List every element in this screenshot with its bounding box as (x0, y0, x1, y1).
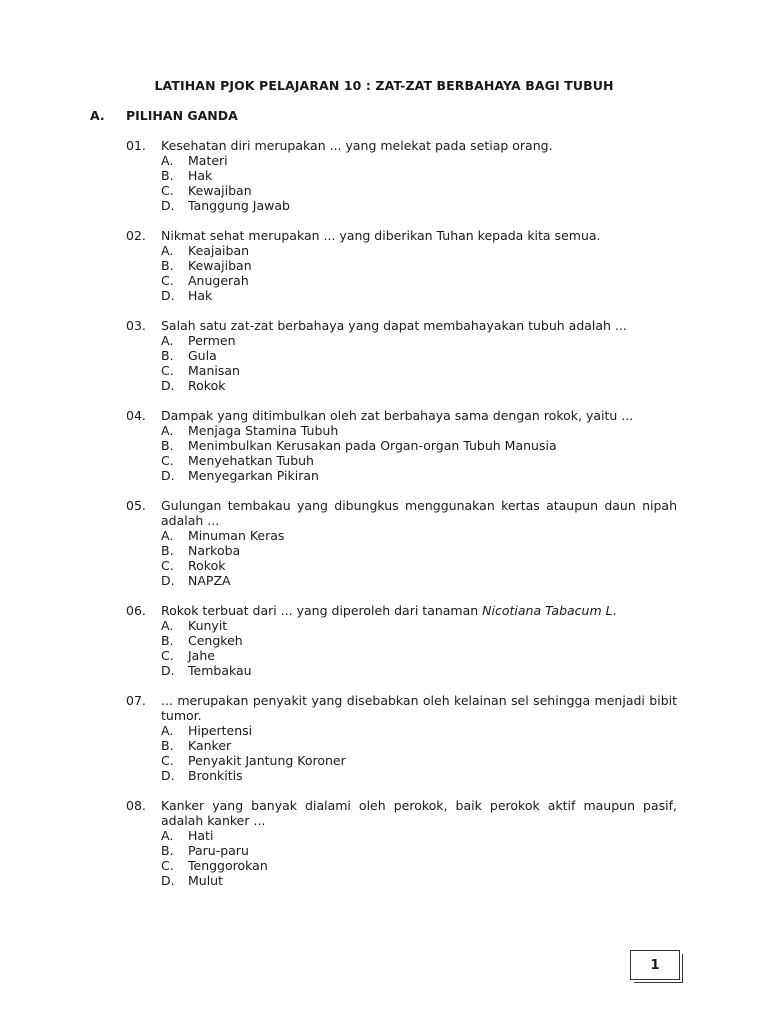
question-text-main: Nikmat sehat merupakan ... yang diberikan Tuhan kepada kita semua. (161, 228, 601, 243)
option-item (161, 543, 677, 558)
option-item (161, 348, 677, 363)
option-letter: D. (161, 378, 175, 393)
option-item (161, 153, 677, 168)
question-item (126, 603, 677, 678)
option-text: Cengkeh (188, 633, 243, 648)
option-letter: C. (161, 363, 174, 378)
option-text: Menimbulkan Kerusakan pada Organ-organ Tubuh Manusia (188, 438, 557, 453)
section-heading (90, 108, 238, 123)
question-row (126, 603, 677, 618)
option-item (161, 738, 677, 753)
question-text-main: Dampak yang ditimbulkan oleh zat berbahaya sama dengan rokok, yaitu ... (161, 408, 634, 423)
question-text (161, 603, 677, 618)
question-number: 08. (126, 798, 146, 813)
option-item (161, 198, 677, 213)
option-letter: D. (161, 468, 175, 483)
question-row (126, 408, 677, 423)
question-text (161, 798, 677, 828)
question-row (126, 138, 677, 153)
option-letter: A. (161, 153, 174, 168)
option-letter: C. (161, 858, 174, 873)
option-letter: A. (161, 828, 174, 843)
question-text-tail: . (612, 603, 617, 618)
section-letter: A. (90, 108, 105, 123)
question-list (126, 138, 677, 903)
option-item (161, 768, 677, 783)
option-item (161, 573, 677, 588)
option-item (161, 438, 677, 453)
option-text: Tembakau (188, 663, 252, 678)
option-item (161, 753, 677, 768)
option-text: Hati (188, 828, 214, 843)
option-text: Hak (188, 288, 213, 303)
option-item (161, 468, 677, 483)
option-item (161, 363, 677, 378)
option-letter: B. (161, 738, 174, 753)
option-item (161, 273, 677, 288)
question-number: 05. (126, 498, 146, 513)
option-list (161, 723, 677, 783)
option-text: Narkoba (188, 543, 241, 558)
question-item (126, 498, 677, 588)
option-text: Rokok (188, 378, 226, 393)
question-item (126, 798, 677, 888)
option-item (161, 618, 677, 633)
question-number: 01. (126, 138, 146, 153)
option-letter: C. (161, 273, 174, 288)
option-letter: C. (161, 183, 174, 198)
option-list (161, 618, 677, 678)
option-letter: A. (161, 423, 174, 438)
question-row (126, 498, 677, 528)
option-text: Gula (188, 348, 217, 363)
option-item (161, 423, 677, 438)
option-text: Jahe (188, 648, 215, 663)
option-text: Tenggorokan (188, 858, 268, 873)
option-item (161, 258, 677, 273)
option-text: Kanker (188, 738, 232, 753)
option-item (161, 243, 677, 258)
option-text: Menjaga Stamina Tubuh (188, 423, 339, 438)
option-item (161, 873, 677, 888)
option-list (161, 333, 677, 393)
option-item (161, 453, 677, 468)
option-text: Kewajiban (188, 183, 252, 198)
option-text: Bronkitis (188, 768, 243, 783)
question-text-main: Rokok terbuat dari ... yang diperoleh dari tanaman (161, 603, 483, 618)
option-list (161, 243, 677, 303)
option-list (161, 153, 677, 213)
option-letter: A. (161, 528, 174, 543)
option-item (161, 723, 677, 738)
question-row (126, 228, 677, 243)
option-item (161, 828, 677, 843)
question-number: 02. (126, 228, 146, 243)
page-number: 1 (650, 957, 660, 973)
option-letter: B. (161, 633, 174, 648)
option-item (161, 648, 677, 663)
question-item (126, 228, 677, 303)
option-item (161, 183, 677, 198)
option-text: Hak (188, 168, 213, 183)
question-text (161, 138, 677, 153)
question-item (126, 318, 677, 393)
option-text: Kunyit (188, 618, 228, 633)
page-number-box (630, 950, 680, 980)
question-item (126, 408, 677, 483)
option-letter: A. (161, 243, 174, 258)
option-text: Menyehatkan Tubuh (188, 453, 314, 468)
option-letter: C. (161, 558, 174, 573)
option-letter: B. (161, 168, 174, 183)
option-letter: C. (161, 453, 174, 468)
question-text-main: Salah satu zat-zat berbahaya yang dapat membahayakan tubuh adalah ... (161, 318, 627, 333)
option-letter: C. (161, 753, 174, 768)
question-number: 04. (126, 408, 146, 423)
question-item (126, 693, 677, 783)
option-text: Materi (188, 153, 228, 168)
option-item (161, 168, 677, 183)
option-letter: D. (161, 873, 175, 888)
option-letter: B. (161, 258, 174, 273)
option-letter: D. (161, 573, 175, 588)
option-text: Hipertensi (188, 723, 253, 738)
option-item (161, 288, 677, 303)
option-text: NAPZA (188, 573, 231, 588)
question-row (126, 798, 677, 828)
question-text-main: ... merupakan penyakit yang disebabkan oleh kelainan sel sehingga menjadi bibit tumor. (161, 693, 677, 723)
option-letter: C. (161, 648, 174, 663)
option-letter: B. (161, 348, 174, 363)
option-text: Permen (188, 333, 236, 348)
question-text-main: Kanker yang banyak dialami oleh perokok, baik perokok aktif maupun pasif, adalah kanker ... (161, 798, 677, 828)
option-item (161, 843, 677, 858)
option-letter: B. (161, 543, 174, 558)
question-number: 07. (126, 693, 146, 708)
option-text: Manisan (188, 363, 240, 378)
option-text: Menyegarkan Pikiran (188, 468, 319, 483)
option-item (161, 378, 677, 393)
question-row (126, 318, 677, 333)
document-title: LATIHAN PJOK PELAJARAN 10 : ZAT-ZAT BERBAHAYA BAGI TUBUH (154, 78, 614, 93)
option-letter: D. (161, 663, 175, 678)
option-text: Tanggung Jawab (188, 198, 290, 213)
option-text: Rokok (188, 558, 226, 573)
question-text (161, 693, 677, 723)
section-label: PILIHAN GANDA (126, 108, 238, 123)
question-text-italic: Nicotiana Tabacum L (482, 603, 613, 618)
option-item (161, 528, 677, 543)
question-text-main: Gulungan tembakau yang dibungkus menggunakan kertas ataupun daun nipah adalah ... (161, 498, 677, 528)
option-letter: B. (161, 438, 174, 453)
question-row (126, 693, 677, 723)
question-text (161, 318, 677, 333)
option-item (161, 858, 677, 873)
option-text: Mulut (188, 873, 224, 888)
option-list (161, 528, 677, 588)
question-number: 06. (126, 603, 146, 618)
question-text-main: Kesehatan diri merupakan ... yang melekat pada setiap orang. (161, 138, 553, 153)
option-text: Anugerah (188, 273, 249, 288)
option-letter: B. (161, 843, 174, 858)
question-text (161, 228, 677, 243)
question-item (126, 138, 677, 213)
option-item (161, 333, 677, 348)
option-list (161, 828, 677, 888)
question-text (161, 408, 677, 423)
option-text: Penyakit Jantung Koroner (188, 753, 346, 768)
option-list (161, 423, 677, 483)
question-number: 03. (126, 318, 146, 333)
option-text: Kewajiban (188, 258, 252, 273)
option-text: Minuman Keras (188, 528, 285, 543)
option-letter: D. (161, 768, 175, 783)
option-letter: A. (161, 333, 174, 348)
option-letter: D. (161, 198, 175, 213)
option-text: Paru-paru (188, 843, 249, 858)
option-item (161, 663, 677, 678)
option-letter: A. (161, 618, 174, 633)
option-item (161, 633, 677, 648)
option-letter: D. (161, 288, 175, 303)
option-letter: A. (161, 723, 174, 738)
question-text (161, 498, 677, 528)
option-text: Keajaiban (188, 243, 250, 258)
option-item (161, 558, 677, 573)
